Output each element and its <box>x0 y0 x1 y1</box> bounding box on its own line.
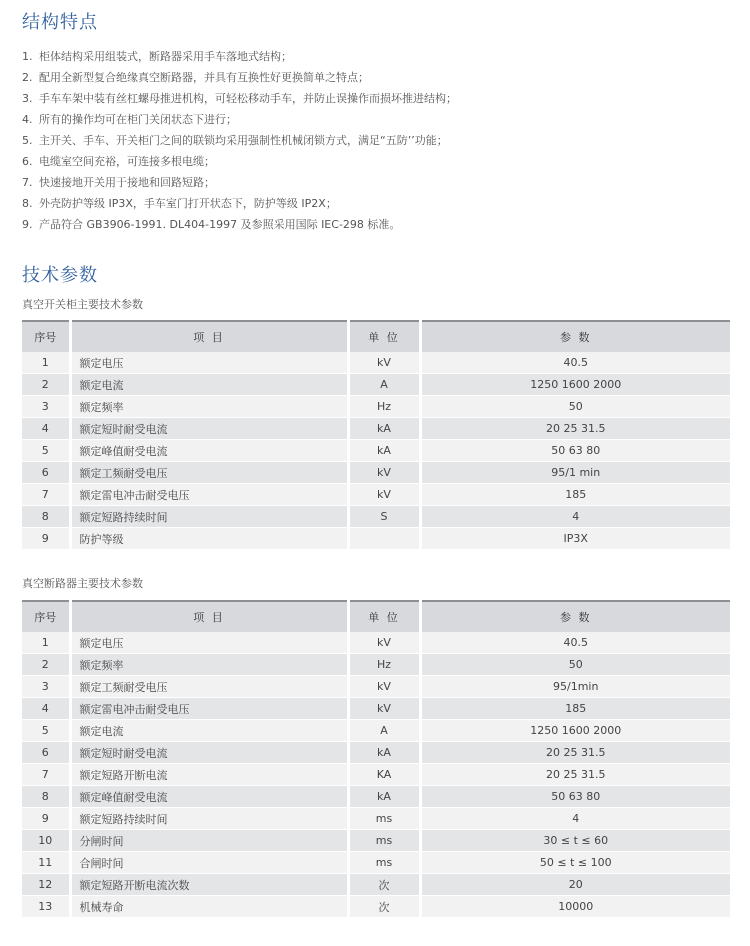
cell-value: 40.5 <box>420 632 730 654</box>
cell-item: 额定短路开断电流 <box>70 764 348 786</box>
cell-unit: kV <box>348 462 420 484</box>
feature-number: 9. <box>22 218 33 231</box>
cell-value: 20 25 31.5 <box>420 764 730 786</box>
cell-value: 4 <box>420 506 730 528</box>
table-row <box>22 808 730 830</box>
feature-item <box>22 214 457 235</box>
cell-value: 50 <box>420 654 730 676</box>
cell-unit: 次 <box>348 896 420 918</box>
cell-value: 20 25 31.5 <box>420 742 730 764</box>
cell-no: 9 <box>22 528 70 550</box>
table-row <box>22 676 730 698</box>
cell-unit: kV <box>348 484 420 506</box>
feature-item <box>22 151 457 172</box>
cell-item: 额定短路开断电流次数 <box>70 874 348 896</box>
feature-text: 手车车架中装有丝杠螺母推进机构，可轻松移动手车，并防止误操作而损坏推进结构； <box>39 92 457 105</box>
cell-no: 1 <box>22 352 70 374</box>
cell-unit: kA <box>348 742 420 764</box>
header-no: 序号 <box>22 601 70 632</box>
header-item: 项 目 <box>70 321 348 352</box>
feature-text: 柜体结构采用组装式，断路器采用手车落地式结构； <box>39 50 292 63</box>
table-row <box>22 440 730 462</box>
cell-value: 4 <box>420 808 730 830</box>
header-value: 参 数 <box>420 321 730 352</box>
feature-number: 3. <box>22 92 33 105</box>
feature-item <box>22 172 457 193</box>
cell-unit: KA <box>348 764 420 786</box>
params-title: 技术参数 <box>22 265 98 286</box>
cell-value: 50 63 80 <box>420 440 730 462</box>
cell-item: 额定峰值耐受电流 <box>70 440 348 462</box>
cell-value: 1250 1600 2000 <box>420 720 730 742</box>
feature-text: 外壳防护等级 IP3X，手车室门打开状态下，防护等级 IP2X； <box>39 197 337 210</box>
table-row <box>22 830 730 852</box>
table-row <box>22 396 730 418</box>
cell-no: 3 <box>22 396 70 418</box>
table-header-row <box>22 601 730 632</box>
features-title: 结构特点 <box>22 12 98 33</box>
cell-unit: A <box>348 374 420 396</box>
table-row <box>22 528 730 550</box>
table-row <box>22 654 730 676</box>
cell-item: 防护等级 <box>70 528 348 550</box>
cell-value: 50 ≤ t ≤ 100 <box>420 852 730 874</box>
feature-number: 1. <box>22 50 33 63</box>
cell-item: 额定电压 <box>70 632 348 654</box>
feature-text: 快速接地开关用于接地和回路短路； <box>39 176 215 189</box>
feature-number: 5. <box>22 134 33 147</box>
cell-item: 额定雷电冲击耐受电压 <box>70 698 348 720</box>
table-row <box>22 896 730 918</box>
table-row <box>22 874 730 896</box>
cell-unit: A <box>348 720 420 742</box>
cell-unit: Hz <box>348 396 420 418</box>
cell-no: 13 <box>22 896 70 918</box>
table1-body <box>22 352 730 550</box>
cell-no: 2 <box>22 654 70 676</box>
cell-no: 1 <box>22 632 70 654</box>
cell-item: 额定短路持续时间 <box>70 506 348 528</box>
cell-no: 7 <box>22 764 70 786</box>
table-row <box>22 764 730 786</box>
feature-item <box>22 67 457 88</box>
cell-item: 额定频率 <box>70 396 348 418</box>
table-row <box>22 720 730 742</box>
cell-item: 额定短时耐受电流 <box>70 742 348 764</box>
feature-item <box>22 109 457 130</box>
cell-no: 3 <box>22 676 70 698</box>
cell-value: 50 <box>420 396 730 418</box>
cell-unit: 次 <box>348 874 420 896</box>
table-row <box>22 484 730 506</box>
cell-value: 20 <box>420 874 730 896</box>
cell-item: 额定峰值耐受电流 <box>70 786 348 808</box>
cell-item: 额定工频耐受电压 <box>70 462 348 484</box>
cell-item: 合闸时间 <box>70 852 348 874</box>
cell-unit: kV <box>348 698 420 720</box>
feature-item <box>22 130 457 151</box>
cell-item: 分闸时间 <box>70 830 348 852</box>
cell-unit: kV <box>348 352 420 374</box>
cell-value: 95/1 min <box>420 462 730 484</box>
breaker-params-table <box>22 600 730 918</box>
cell-no: 2 <box>22 374 70 396</box>
table2-body <box>22 632 730 918</box>
header-unit: 单 位 <box>348 601 420 632</box>
table-row <box>22 352 730 374</box>
cell-unit: ms <box>348 808 420 830</box>
table-row <box>22 632 730 654</box>
cell-value: 185 <box>420 484 730 506</box>
cell-no: 6 <box>22 462 70 484</box>
cell-item: 额定雷电冲击耐受电压 <box>70 484 348 506</box>
feature-text: 产品符合 GB3906-1991. DL404-1997 及参照采用国际 IEC-298 标准。 <box>39 218 401 231</box>
cell-no: 6 <box>22 742 70 764</box>
cell-no: 5 <box>22 440 70 462</box>
cell-value: 40.5 <box>420 352 730 374</box>
table-row <box>22 852 730 874</box>
feature-item <box>22 193 457 214</box>
feature-number: 2. <box>22 71 33 84</box>
table-row <box>22 698 730 720</box>
features-list <box>22 46 457 235</box>
cell-unit: ms <box>348 852 420 874</box>
cell-value: 50 63 80 <box>420 786 730 808</box>
table1-caption: 真空开关柜主要技术参数 <box>22 298 143 311</box>
cell-no: 4 <box>22 418 70 440</box>
table-row <box>22 418 730 440</box>
cell-unit: kA <box>348 418 420 440</box>
cell-value: 20 25 31.5 <box>420 418 730 440</box>
cell-item: 额定电流 <box>70 720 348 742</box>
table-row <box>22 374 730 396</box>
cell-no: 4 <box>22 698 70 720</box>
cell-no: 10 <box>22 830 70 852</box>
table-header-row <box>22 321 730 352</box>
feature-item <box>22 88 457 109</box>
cell-value: 95/1min <box>420 676 730 698</box>
cell-no: 8 <box>22 506 70 528</box>
cell-unit: Hz <box>348 654 420 676</box>
cell-unit: kV <box>348 632 420 654</box>
cell-value: 10000 <box>420 896 730 918</box>
header-value: 参 数 <box>420 601 730 632</box>
feature-text: 电缆室空间充裕，可连接多根电缆； <box>39 155 215 168</box>
feature-number: 7. <box>22 176 33 189</box>
feature-number: 6. <box>22 155 33 168</box>
cell-unit: ms <box>348 830 420 852</box>
cell-unit: kA <box>348 786 420 808</box>
table2-caption: 真空断路器主要技术参数 <box>22 577 143 590</box>
feature-number: 8. <box>22 197 33 210</box>
header-unit: 单 位 <box>348 321 420 352</box>
cell-no: 5 <box>22 720 70 742</box>
cell-no: 8 <box>22 786 70 808</box>
cell-value: 30 ≤ t ≤ 60 <box>420 830 730 852</box>
table-row <box>22 462 730 484</box>
feature-text: 配用全新型复合绝缘真空断路器，并具有互换性好更换简单之特点； <box>39 71 369 84</box>
cell-unit: kA <box>348 440 420 462</box>
cell-no: 7 <box>22 484 70 506</box>
cell-item: 额定电压 <box>70 352 348 374</box>
cell-item: 额定工频耐受电压 <box>70 676 348 698</box>
feature-text: 主开关、手车、开关柜门之间的联锁均采用强制性机械闭锁方式，满足“五防’’功能； <box>39 134 448 147</box>
cell-unit: S <box>348 506 420 528</box>
feature-number: 4. <box>22 113 33 126</box>
cell-item: 额定电流 <box>70 374 348 396</box>
header-item: 项 目 <box>70 601 348 632</box>
cell-item: 额定频率 <box>70 654 348 676</box>
cell-unit: kV <box>348 676 420 698</box>
header-no: 序号 <box>22 321 70 352</box>
cell-no: 9 <box>22 808 70 830</box>
cell-no: 12 <box>22 874 70 896</box>
cell-unit <box>348 528 420 550</box>
cell-item: 额定短时耐受电流 <box>70 418 348 440</box>
switchgear-params-table <box>22 320 730 550</box>
table-row <box>22 506 730 528</box>
feature-item <box>22 46 457 67</box>
table-row <box>22 786 730 808</box>
cell-item: 额定短路持续时间 <box>70 808 348 830</box>
cell-item: 机械寿命 <box>70 896 348 918</box>
cell-value: 185 <box>420 698 730 720</box>
cell-value: 1250 1600 2000 <box>420 374 730 396</box>
cell-no: 11 <box>22 852 70 874</box>
cell-value: IP3X <box>420 528 730 550</box>
table-row <box>22 742 730 764</box>
feature-text: 所有的操作均可在柜门关闭状态下进行； <box>39 113 237 126</box>
